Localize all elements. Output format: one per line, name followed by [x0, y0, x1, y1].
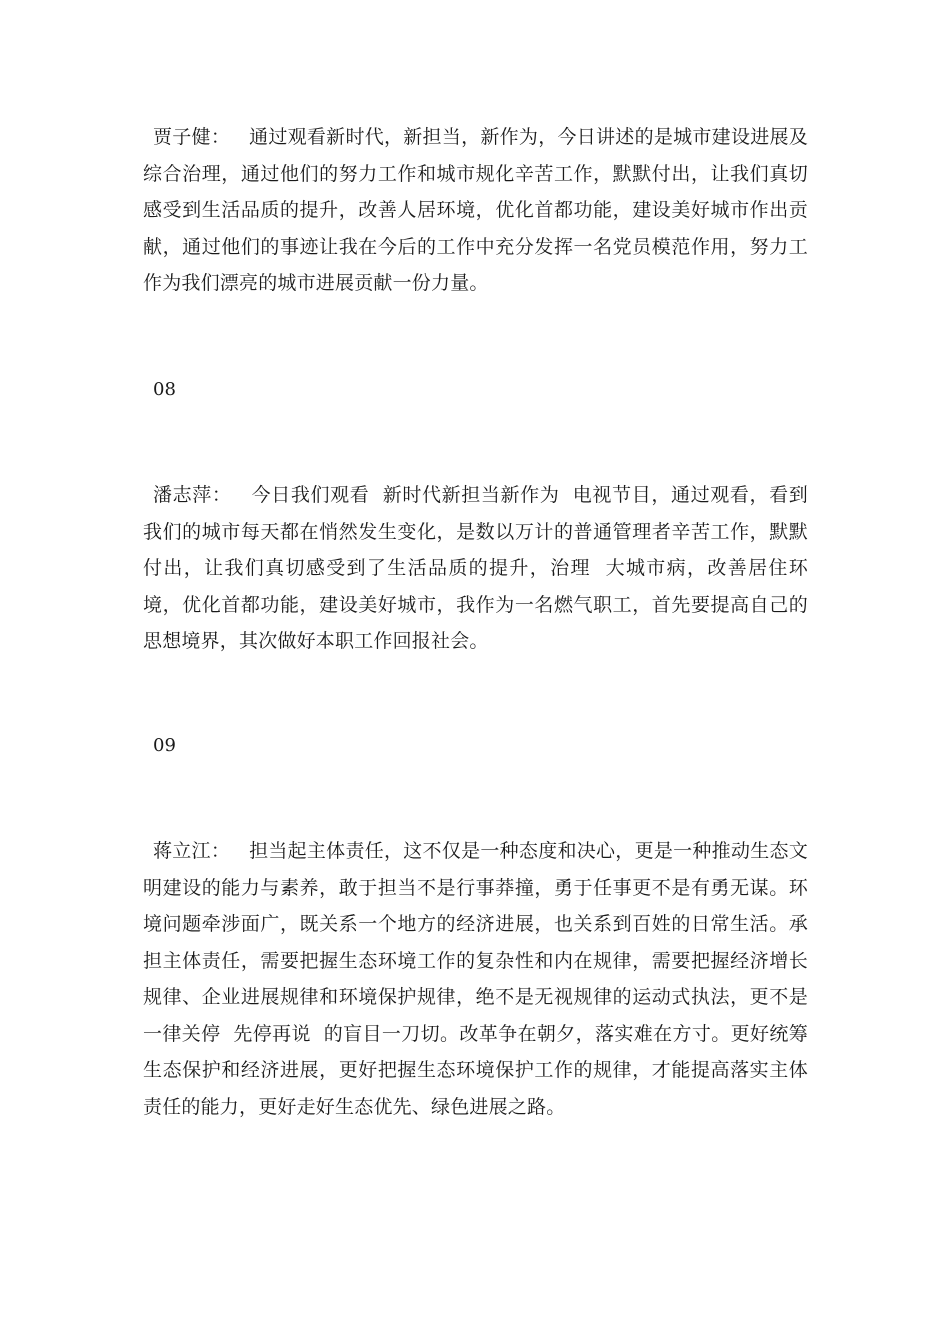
paragraph-text: 今日我们观看 新时代新担当新作为 电视节目，通过观看，看到我们的城市每天都在悄然发生变化，是数以万计的普通管理者辛苦工作，默默付出，让我们真切感受到了生活品质的提升，治理 大城市病，改善居住环境，优化首都功能，建设美好城市，我作为一名燃气职工，首先要提高自己的思想境界，其次做好本职工作回报社会。 — [143, 484, 808, 652]
paragraph-1 — [143, 119, 808, 302]
paragraph-3 — [143, 833, 808, 1125]
spacer — [230, 126, 249, 148]
paragraph-2 — [143, 477, 808, 660]
speaker-name: 蒋立江： — [153, 840, 231, 862]
speaker-name: 贾子健： — [153, 126, 231, 148]
paragraph-text: 担当起主体责任，这不仅是一种态度和决心，更是一种推动生态文明建设的能力与素养，敢于担当不是行事莽撞，勇于任事更不是有勇无谋。环境问题牵涉面广，既关系一个地方的经济进展，也关系到百姓的日常生活。承担主体责任，需要把握生态环境工作的复杂性和内在规律，需要把握经济增长规律、企业进展规律和环境保护规律，绝不是无视规律的运动式执法，更不是一律关停 先停再说 的盲目一刀切。改革争在朝夕，落实难在方寸。更好统筹生态保护和经济进展，更好把握生态环境保护工作的规律，才能提高落实主体责任的能力，更好走好生态优先、绿色进展之路。 — [143, 840, 808, 1118]
speaker-name: 潘志萍： — [153, 484, 232, 506]
spacer — [232, 484, 252, 506]
section-number: 09 — [153, 735, 176, 756]
spacer — [230, 840, 249, 862]
section-number: 08 — [153, 379, 176, 400]
paragraph-text: 通过观看新时代，新担当，新作为，今日讲述的是城市建设进展及综合治理，通过他们的努力工作和城市规化辛苦工作，默默付出，让我们真切感受到生活品质的提升，改善人居环境，优化首都功能，建设美好城市作出贡献，通过他们的事迹让我在今后的工作中充分发挥一名党员模范作用，努力工作为我们漂亮的城市进展贡献一份力量。 — [143, 126, 808, 294]
